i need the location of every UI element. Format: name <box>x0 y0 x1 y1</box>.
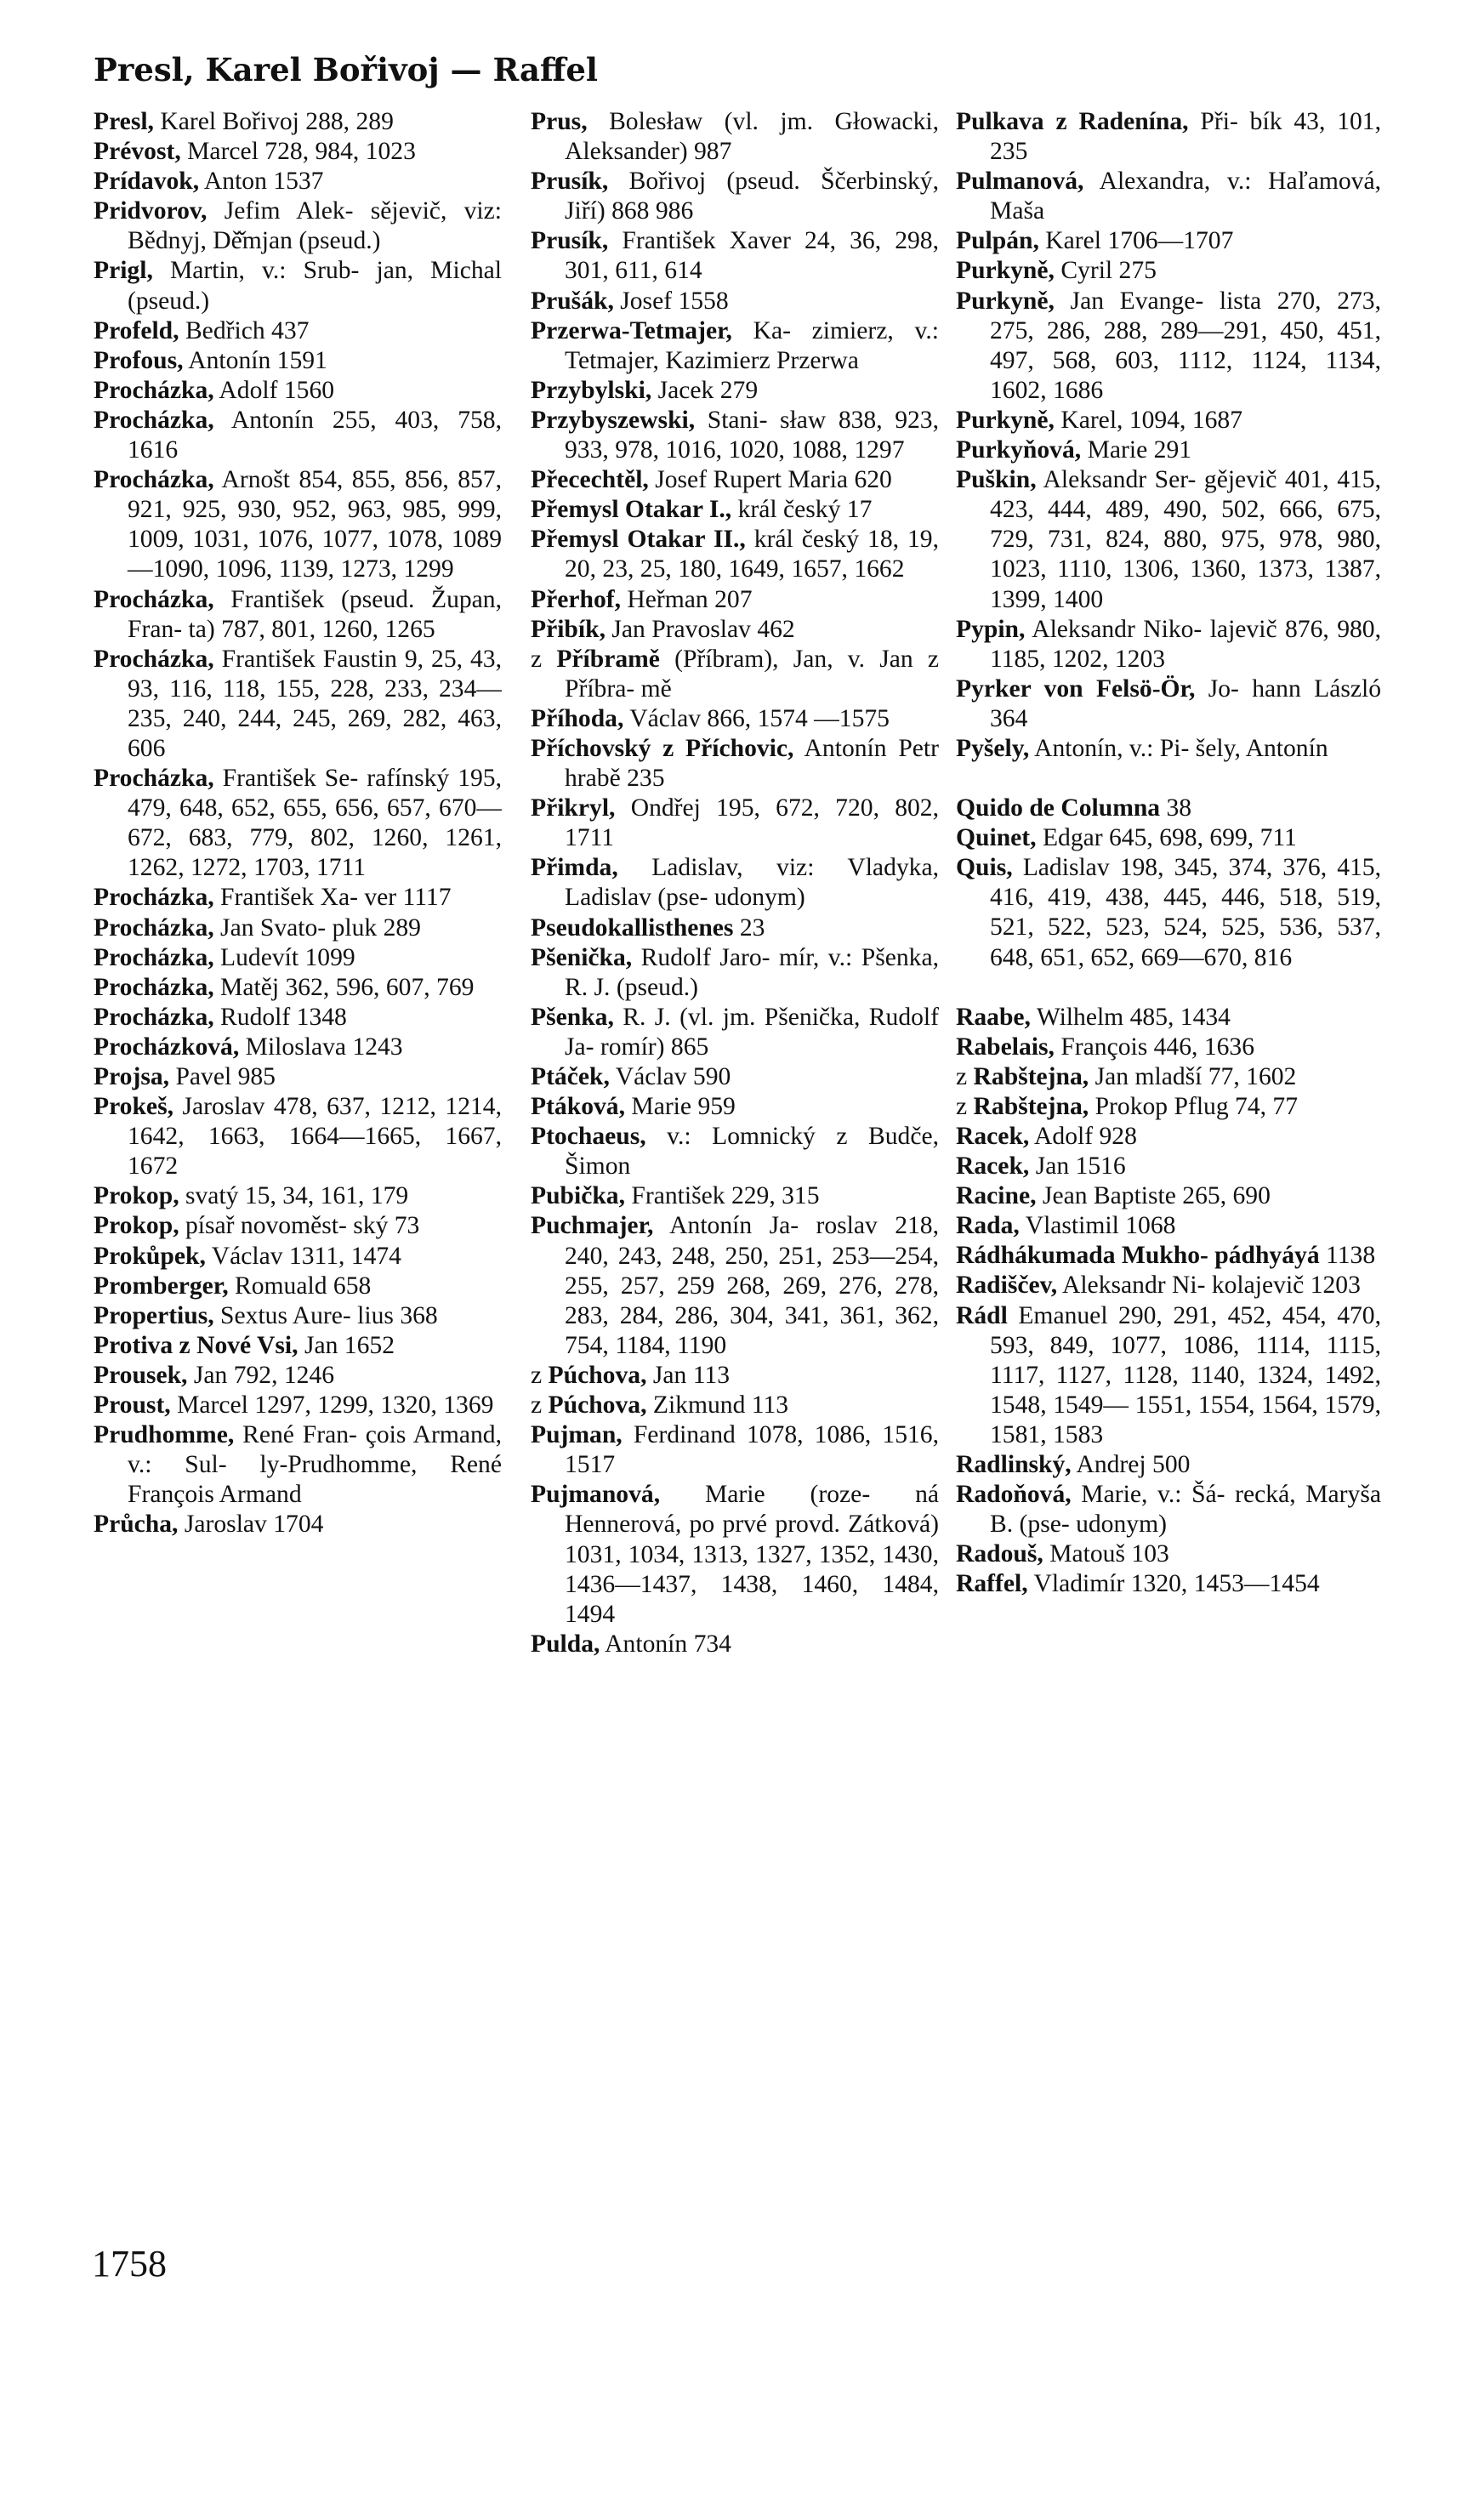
entry-text: král český 17 <box>731 496 873 524</box>
entry-headword: Racek, <box>956 1123 1030 1150</box>
entry-headword: Průcha, <box>94 1511 179 1539</box>
entry-text: Jo- hann László 364 <box>990 674 1381 732</box>
entry-headword: Přikryl, <box>531 794 616 822</box>
index-entry <box>956 1092 1381 1122</box>
entry-text: Edgar 645, 698, 699, 711 <box>1036 824 1297 852</box>
index-entry <box>94 167 502 196</box>
entry-text: Při- bík 43, 101, 235 <box>990 108 1381 166</box>
index-entry <box>94 376 502 406</box>
index-entry <box>531 1480 939 1629</box>
entry-headword: Přecechtěl, <box>531 466 649 494</box>
index-entry <box>531 107 939 167</box>
entry-headword: Procházka, <box>94 1003 214 1031</box>
entry-text: Jan 1652 <box>298 1331 395 1359</box>
entry-text: René Fran- çois Armand, v.: Sul- ly-Prudhomme, René François Armand <box>128 1421 502 1509</box>
index-entry <box>94 1361 502 1391</box>
index-entry <box>94 1033 502 1062</box>
entry-text: Alexandra, v.: Haľamová, Maša <box>990 168 1381 225</box>
index-entry <box>956 734 1381 764</box>
entry-text: Zikmund 113 <box>646 1391 789 1420</box>
entry-text: Marcel 1297, 1299, 1320, 1369 <box>170 1391 494 1420</box>
index-entry <box>531 316 939 376</box>
entry-headword: Pseudokallisthenes <box>531 913 734 942</box>
entry-text: Adolf 928 <box>1029 1123 1137 1150</box>
entry-headword: Procházková, <box>94 1033 240 1061</box>
index-entry <box>94 256 502 316</box>
entry-text: Václav 590 <box>609 1063 731 1090</box>
entry-text: Aleksandr Niko- lajevič 876, 980, 1185, 1202, 1203 <box>990 615 1381 673</box>
entry-text: Aleksandr Ni- kolajevič 1203 <box>1057 1272 1361 1300</box>
index-entry <box>956 1301 1381 1450</box>
index-entry <box>956 1211 1381 1241</box>
index-entry <box>956 1122 1381 1152</box>
index-entry <box>94 1062 502 1092</box>
index-entry <box>956 1181 1381 1211</box>
entry-text: Ladislav 198, 345, 374, 376, 415, 416, 419, 438, 445, 446, 518, 519, 521, 522, 523, 524, 525, 536, 537, 648, 651, 652, 669—670, 816 <box>990 854 1381 971</box>
entry-headword: Ptochaeus, <box>531 1123 646 1151</box>
entry-headword: Pšenka, <box>531 1003 614 1031</box>
entry-headword: Projsa, <box>94 1063 170 1090</box>
index-entry <box>531 585 939 615</box>
entry-prefix: z <box>956 1092 974 1120</box>
entry-headword: Pujmanová, <box>531 1481 661 1509</box>
entry-headword: Procházka, <box>94 645 214 673</box>
entry-text: Jan mladší 77, 1602 <box>1089 1062 1297 1090</box>
entry-headword: Prídavok, <box>94 168 200 196</box>
entry-headword: Raabe, <box>956 1003 1031 1031</box>
index-entry <box>531 943 939 1003</box>
entry-headword: Propertius, <box>94 1301 214 1329</box>
entry-headword: Rada, <box>956 1212 1020 1240</box>
entry-headword: Rabštejna, <box>973 1092 1089 1120</box>
index-entry <box>956 406 1381 435</box>
entry-headword: Proust, <box>94 1391 171 1420</box>
entry-headword: Procházka, <box>94 943 214 971</box>
entry-text: Josef Rupert Maria 620 <box>648 466 892 494</box>
entry-headword: Racine, <box>956 1182 1037 1210</box>
entry-headword: Procházka, <box>94 973 214 1001</box>
entry-text: R. J. (vl. jm. Pšenička, Rudolf Ja- romír) 865 <box>565 1003 939 1061</box>
index-entry <box>956 107 1381 167</box>
index-column-2 <box>531 107 939 2174</box>
entry-text: Marie (roze- ná Hennerová, po prvé provd. Zátková) 1031, 1034, 1313, 1327, 1352, 1430, 1436—1437, 1438, 1460, 1484, 1494 <box>565 1481 939 1628</box>
page-header: Presl, Karel Bořivoj — Raffel <box>94 51 598 88</box>
entry-text: Marcel 728, 984, 1023 <box>180 138 416 166</box>
index-entry <box>531 465 939 495</box>
entry-headword: Przerwa-Tetmajer, <box>531 316 732 344</box>
entry-text: Vladimír 1320, 1453—1454 <box>1027 1570 1320 1598</box>
entry-text: Jan 113 <box>646 1361 731 1389</box>
index-entry <box>94 764 502 883</box>
index-entry <box>956 1003 1381 1033</box>
entry-headword: Pulkava z Radenína, <box>956 108 1189 135</box>
entry-text: Václav 1311, 1474 <box>205 1242 401 1270</box>
entry-text: Stani- sław 838, 923, 933, 978, 1016, 1020, 1088, 1297 <box>565 406 939 464</box>
section-gap <box>956 764 1381 794</box>
entry-text: král český 18, 19, 20, 23, 25, 180, 1649, 1657, 1662 <box>565 526 939 583</box>
entry-text: Jean Baptiste 265, 690 <box>1036 1182 1271 1210</box>
index-entry <box>531 1630 939 1659</box>
entry-headword: Přimda, <box>531 854 618 882</box>
entry-prefix: z <box>531 1361 549 1389</box>
entry-text: Karel 1706—1707 <box>1038 227 1234 255</box>
entry-text: Jacek 279 <box>651 376 759 404</box>
index-column-1 <box>94 107 502 2174</box>
entry-text: Matěj 362, 596, 607, 769 <box>213 973 475 1001</box>
entry-text: Karel Bořivoj 288, 289 <box>153 108 394 135</box>
index-entry <box>956 794 1381 823</box>
entry-headword: Procházka, <box>94 585 214 613</box>
index-entry <box>94 137 502 167</box>
entry-headword: Pulpán, <box>956 227 1039 255</box>
entry-headword: Příchovský z Příchovic, <box>531 734 794 762</box>
entry-text: Antonín 1591 <box>183 346 327 374</box>
entry-headword: Procházka, <box>94 466 214 494</box>
entry-headword: Procházka, <box>94 406 214 434</box>
entry-text: Josef 1558 <box>613 287 729 315</box>
entry-headword: Purkyně, <box>956 257 1055 285</box>
entry-text: Jaroslav 478, 637, 1212, 1214, 1642, 1663, 1664—1665, 1667, 1672 <box>128 1093 502 1181</box>
index-entry <box>531 1181 939 1211</box>
entry-headword: Ptáková, <box>531 1093 625 1121</box>
entry-text: Jan Svato- pluk 289 <box>213 913 421 942</box>
index-entry <box>94 1331 502 1361</box>
entry-text: Antonín Petr hrabě 235 <box>565 734 939 793</box>
entry-text: Václav 866, 1574 —1575 <box>623 704 890 732</box>
entry-headword: Presl, <box>94 108 154 135</box>
entry-headword: Pyrker von Felsö-Ör, <box>956 674 1196 703</box>
entry-headword: Prus, <box>531 108 588 135</box>
entry-text: Andrej 500 <box>1071 1451 1191 1479</box>
entry-headword: Przybylski, <box>531 376 652 404</box>
index-entry <box>531 913 939 943</box>
index-entry <box>956 1152 1381 1181</box>
entry-text: Ladislav, viz: Vladyka, Ladislav (pse- udonym) <box>565 854 939 912</box>
entry-text: Anton 1537 <box>199 168 324 196</box>
entry-headword: Racek, <box>956 1152 1030 1181</box>
index-entry <box>94 465 502 584</box>
index-entry <box>531 167 939 226</box>
section-gap <box>956 973 1381 1003</box>
entry-text: Romuald 658 <box>228 1272 372 1300</box>
entry-text: Jan 1516 <box>1029 1152 1126 1181</box>
entry-prefix: z <box>956 1062 974 1090</box>
entry-prefix: z <box>531 1391 549 1420</box>
entry-text: (Příbram), Jan, v. Jan z Příbra- mě <box>565 645 939 703</box>
index-entry <box>94 1510 502 1539</box>
index-entry <box>956 1539 1381 1569</box>
index-entry <box>531 406 939 465</box>
index-entry <box>531 853 939 913</box>
entry-headword: Procházka, <box>94 765 214 793</box>
entry-headword: Rádl <box>956 1301 1008 1329</box>
entry-text: Jan 792, 1246 <box>187 1361 335 1389</box>
index-entry <box>94 883 502 913</box>
entry-headword: Prévost, <box>94 138 181 166</box>
entry-headword: Prusík, <box>531 168 609 196</box>
index-entry <box>531 1122 939 1181</box>
index-entry <box>94 913 502 943</box>
entry-text: Adolf 1560 <box>213 376 335 404</box>
entry-text: Ondřej 195, 672, 720, 802, 1711 <box>565 794 939 852</box>
index-entry <box>956 465 1381 614</box>
entry-headword: Radouš, <box>956 1540 1043 1568</box>
index-entry <box>531 1003 939 1062</box>
index-column-3 <box>956 107 1381 2174</box>
entry-text: Emanuel 290, 291, 452, 454, 470, 593, 849, 1077, 1086, 1114, 1115, 1117, 1127, 1128, 1140, 1324, 1492, 1548, 1549— 1551, 1554, 1564, 1579, 1581, 1583 <box>990 1301 1381 1448</box>
entry-text: 38 <box>1160 794 1192 822</box>
entry-text: Antonín, v.: Pi- šely, Antonín <box>1029 734 1328 762</box>
index-entry <box>956 1480 1381 1539</box>
entry-headword: Prokeš, <box>94 1093 173 1121</box>
entry-text: Arnošt 854, 855, 856, 857, 921, 925, 930, 952, 963, 985, 999, 1009, 1031, 1076, 1077, 1078, 1089—1090, 1096, 1139, 1273, 1299 <box>128 466 502 583</box>
entry-headword: Raffel, <box>956 1570 1028 1598</box>
entry-prefix: z <box>531 645 557 673</box>
entry-text: Pavel 985 <box>169 1063 276 1090</box>
index-entry <box>956 1033 1381 1062</box>
entry-text: František Faustin 9, 25, 43, 93, 116, 118, 155, 228, 233, 234—235, 240, 244, 245, 269, 282, 463, 606 <box>128 645 502 762</box>
index-entry <box>94 1391 502 1420</box>
entry-headword: Radlinský, <box>956 1451 1072 1479</box>
index-entry <box>956 287 1381 406</box>
entry-text: Rudolf 1348 <box>213 1003 347 1031</box>
entry-text: Vlastimil 1068 <box>1019 1212 1176 1240</box>
entry-headword: Quido de Columna <box>956 794 1161 822</box>
index-entry <box>94 1420 502 1510</box>
entry-headword: Rabštejna, <box>973 1062 1089 1090</box>
entry-headword: Rádhákumada Mukho- pádhyáyá <box>956 1242 1320 1270</box>
index-entry <box>956 167 1381 226</box>
entry-headword: Prousek, <box>94 1361 188 1389</box>
entry-headword: Pujman, <box>531 1421 623 1449</box>
index-entry <box>94 585 502 645</box>
entry-headword: Profous, <box>94 346 184 374</box>
index-entry <box>94 196 502 256</box>
entry-headword: Prudhomme, <box>94 1421 235 1449</box>
entry-text: František Xa- ver 1117 <box>213 884 452 912</box>
entry-text: Ka- zimierz, v.: Tetmajer, Kazimierz Przerwa <box>565 316 939 374</box>
entry-text: Karel, 1094, 1687 <box>1054 406 1243 434</box>
index-entry <box>94 107 502 137</box>
index-entry <box>956 615 1381 674</box>
entry-headword: Přerhof, <box>531 585 621 613</box>
index-entry <box>531 645 939 704</box>
entry-text: Miloslava 1243 <box>239 1033 403 1061</box>
index-entry <box>956 1271 1381 1300</box>
entry-text: Jan Pravoslav 462 <box>605 615 795 643</box>
index-entry <box>531 1211 939 1360</box>
entry-headword: Procházka, <box>94 884 214 912</box>
entry-headword: Prokop, <box>94 1212 179 1240</box>
entry-headword: Prokop, <box>94 1182 179 1210</box>
entry-text: Martin, v.: Srub- jan, Michal (pseud.) <box>128 257 502 315</box>
entry-text: František Se- rafínský 195, 479, 648, 652, 655, 656, 657, 670— 672, 683, 779, 802, 1260, 1261, 1262, 1272, 1703, 1711 <box>128 765 502 882</box>
entry-text: František Xaver 24, 36, 298, 301, 611, 614 <box>565 227 939 285</box>
entry-text: Bořivoj (pseud. Ščerbinský, Jiří) 868 986 <box>565 168 939 225</box>
index-entry <box>956 853 1381 972</box>
entry-headword: Prokůpek, <box>94 1242 206 1270</box>
index-entry <box>531 226 939 286</box>
entry-headword: Protiva z Nové Vsi, <box>94 1331 299 1359</box>
index-entry <box>531 1391 939 1420</box>
entry-text: Jaroslav 1704 <box>178 1511 324 1539</box>
index-entry <box>531 1062 939 1092</box>
entry-text: Bedřich 437 <box>179 316 310 344</box>
index-entry <box>531 794 939 853</box>
index-entry <box>94 1092 502 1181</box>
entry-headword: Příhoda, <box>531 704 624 732</box>
index-entry <box>94 346 502 376</box>
index-entry <box>531 1361 939 1391</box>
entry-headword: Pubička, <box>531 1182 626 1210</box>
entry-headword: Quinet, <box>956 824 1037 852</box>
entry-text: písař novoměst- ský 73 <box>179 1212 420 1240</box>
index-entry <box>94 943 502 973</box>
entry-text: Antonín Ja- roslav 218, 240, 243, 248, 250, 251, 253—254, 255, 257, 259 268, 269, 276, 278, 283, 284, 286, 304, 341, 361, 362, 754, 1184, 1190 <box>565 1212 939 1359</box>
entry-headword: Púchova, <box>548 1391 647 1420</box>
entry-headword: Puškin, <box>956 466 1037 494</box>
entry-text: Sextus Aure- lius 368 <box>213 1301 438 1329</box>
entry-headword: Radiščev, <box>956 1272 1058 1300</box>
entry-text: Marie, v.: Šá- recká, Maryša B. (pse- udonym) <box>990 1481 1381 1539</box>
entry-headword: Přemysl Otakar II., <box>531 526 746 554</box>
index-entry <box>94 973 502 1003</box>
entry-headword: Prušák, <box>531 287 614 315</box>
entry-headword: Pridvorov, <box>94 197 208 225</box>
index-entry <box>94 1301 502 1331</box>
entry-text: František 229, 315 <box>625 1182 820 1210</box>
index-entry <box>94 316 502 346</box>
entry-text: Wilhelm 485, 1434 <box>1030 1003 1231 1031</box>
entry-headword: Profeld, <box>94 316 179 344</box>
index-entry <box>94 1272 502 1301</box>
entry-headword: Pulmanová, <box>956 168 1084 196</box>
entry-headword: Púchova, <box>548 1361 647 1389</box>
entry-headword: Purkyně, <box>956 287 1055 315</box>
entry-text: 23 <box>733 913 765 942</box>
entry-text: Jefim Alek- sějevič, viz: Bědnyj, Dě̌mjan (pseud.) <box>128 197 502 255</box>
entry-headword: Quis, <box>956 854 1013 882</box>
page-number: 1758 <box>92 2243 167 2285</box>
index-entry <box>956 1450 1381 1480</box>
entry-text: Jan Evange- lista 270, 273, 275, 286, 288, 289—291, 450, 451, 497, 568, 603, 1112, 1124, 1134, 1602, 1686 <box>990 287 1381 404</box>
index-entry <box>956 1569 1381 1599</box>
index-entry <box>956 1241 1381 1271</box>
entry-headword: Pyšely, <box>956 734 1030 762</box>
index-entry <box>531 615 939 645</box>
entry-text: svatý 15, 34, 161, 179 <box>179 1182 409 1210</box>
entry-headword: Pšenička, <box>531 943 633 971</box>
entry-text: Marie 959 <box>624 1093 736 1121</box>
entry-headword: Pulda, <box>531 1630 600 1658</box>
index-entry <box>956 1062 1381 1092</box>
index-entry <box>956 256 1381 286</box>
entry-headword: Procházka, <box>94 913 214 942</box>
entry-text: Aleksandr Ser- gějevič 401, 415, 423, 444, 489, 490, 502, 666, 675, 729, 731, 824, 880, 975, 978, 980, 1023, 1110, 1306, 1360, 1373, 1387, 1399, 1400 <box>990 466 1381 613</box>
index-entry <box>94 406 502 465</box>
index-entry <box>531 704 939 734</box>
entry-text: Ludevít 1099 <box>213 943 355 971</box>
index-entry <box>956 823 1381 853</box>
entry-headword: Promberger, <box>94 1272 229 1300</box>
index-entry <box>94 645 502 764</box>
entry-headword: Přemysl Otakar I., <box>531 496 732 524</box>
entry-text: Bolesław (vl. jm. Głowacki, Aleksander) 987 <box>565 108 939 166</box>
entry-headword: Prusík, <box>531 227 609 255</box>
index-entry <box>956 435 1381 465</box>
entry-headword: Ptáček, <box>531 1063 610 1090</box>
entry-text: Prokop Pflug 74, 77 <box>1089 1092 1299 1120</box>
entry-text: František (pseud. Župan, Fran- ta) 787, 801, 1260, 1265 <box>128 585 502 643</box>
entry-text: Cyril 275 <box>1054 257 1157 285</box>
entry-text: Heřman 207 <box>621 585 753 613</box>
entry-text: Rudolf Jaro- mír, v.: Pšenka, R. J. (pseud.) <box>565 943 939 1001</box>
entry-text: Antonín 255, 403, 758, 1616 <box>128 406 502 464</box>
entry-headword: Puchmajer, <box>531 1212 654 1240</box>
index-entry <box>531 495 939 525</box>
entry-text: Matouš 103 <box>1043 1540 1169 1568</box>
entry-headword: Purkyňová, <box>956 436 1082 464</box>
index-entry <box>531 1420 939 1480</box>
entry-text: 1138 <box>1319 1242 1376 1270</box>
entry-headword: Příbramě <box>556 645 660 673</box>
entry-headword: Pypin, <box>956 615 1026 643</box>
index-entry <box>956 674 1381 734</box>
index-entry <box>94 1003 502 1033</box>
entry-text: Marie 291 <box>1081 436 1192 464</box>
entry-headword: Przybyszewski, <box>531 406 696 434</box>
entry-headword: Purkyně, <box>956 406 1055 434</box>
index-entry <box>531 734 939 794</box>
entry-text: François 446, 1636 <box>1054 1033 1255 1061</box>
entry-headword: Rabelais, <box>956 1033 1055 1061</box>
entry-text: Ferdinand 1078, 1086, 1516, 1517 <box>565 1421 939 1479</box>
entry-headword: Přibík, <box>531 615 606 643</box>
index-entry <box>531 1092 939 1122</box>
entry-headword: Prigl, <box>94 257 153 285</box>
index-entry <box>94 1181 502 1211</box>
entry-text: v.: Lomnický z Budče, Šimon <box>565 1123 939 1181</box>
index-entry <box>94 1211 502 1241</box>
index-entry <box>956 226 1381 256</box>
index-entry <box>94 1242 502 1272</box>
entry-headword: Radoňová, <box>956 1481 1072 1509</box>
entry-headword: Procházka, <box>94 376 214 404</box>
index-entry <box>531 287 939 316</box>
index-entry <box>531 376 939 406</box>
entry-text: Antonín 734 <box>600 1630 731 1658</box>
index-entry <box>531 525 939 584</box>
